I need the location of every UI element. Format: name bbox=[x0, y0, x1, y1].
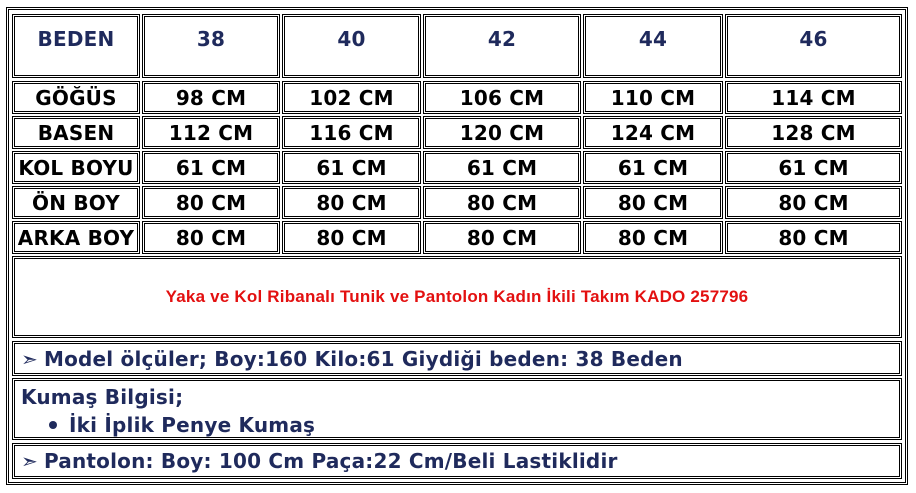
table-cell: 80 CM bbox=[423, 186, 581, 219]
fabric-info bbox=[12, 378, 902, 440]
product-title: Yaka ve Kol Ribanalı Tunik ve Pantolon Kadın İkili Takım KADO 257796 bbox=[12, 256, 902, 338]
table-cell: 80 CM bbox=[583, 186, 723, 219]
header-size-42: 42 bbox=[423, 14, 581, 78]
table-cell: 61 CM bbox=[142, 151, 280, 184]
header-size-44: 44 bbox=[583, 14, 723, 78]
table-cell: 61 CM bbox=[725, 151, 902, 184]
table-cell: 80 CM bbox=[423, 221, 581, 254]
table-cell: 114 CM bbox=[725, 81, 902, 114]
table-cell: 116 CM bbox=[282, 116, 421, 149]
row-label: KOL BOYU bbox=[12, 151, 140, 184]
fabric-item-text: İki İplik Penye Kumaş bbox=[69, 413, 316, 437]
header-size-46: 46 bbox=[725, 14, 902, 78]
bullet-dot-icon bbox=[49, 421, 57, 429]
table-cell: 61 CM bbox=[282, 151, 421, 184]
table-cell: 61 CM bbox=[583, 151, 723, 184]
table-cell: 98 CM bbox=[142, 81, 280, 114]
table-cell: 106 CM bbox=[423, 81, 581, 114]
table-cell: 80 CM bbox=[142, 221, 280, 254]
row-label: BASEN bbox=[12, 116, 140, 149]
fabric-heading: Kumaş Bilgisi; bbox=[21, 385, 184, 409]
table-cell: 80 CM bbox=[725, 221, 902, 254]
list-item bbox=[21, 411, 899, 439]
row-label: ARKA BOY bbox=[12, 221, 140, 254]
table-cell: 112 CM bbox=[142, 116, 280, 149]
table-cell: 80 CM bbox=[282, 186, 421, 219]
table-cell: 120 CM bbox=[423, 116, 581, 149]
row-label: GÖĞÜS bbox=[12, 81, 140, 114]
table-cell: 124 CM bbox=[583, 116, 723, 149]
row-label: ÖN BOY bbox=[12, 186, 140, 219]
table-cell: 80 CM bbox=[583, 221, 723, 254]
pants-info bbox=[12, 443, 902, 479]
header-size-38: 38 bbox=[142, 14, 280, 78]
table-cell: 80 CM bbox=[725, 186, 902, 219]
table-cell: 102 CM bbox=[282, 81, 421, 114]
table-cell: 110 CM bbox=[583, 81, 723, 114]
header-beden: BEDEN bbox=[12, 14, 140, 78]
arrow-bullet-icon: ➣ bbox=[21, 346, 38, 371]
header-size-40: 40 bbox=[282, 14, 421, 78]
model-info bbox=[12, 341, 902, 376]
table-cell: 80 CM bbox=[282, 221, 421, 254]
table-cell: 61 CM bbox=[423, 151, 581, 184]
model-info-text: Model ölçüler; Boy:160 Kilo:61 Giydiği beden: 38 Beden bbox=[43, 346, 683, 371]
table-cell: 128 CM bbox=[725, 116, 902, 149]
table-cell: 80 CM bbox=[142, 186, 280, 219]
pants-info-text: Pantolon: Boy: 100 Cm Paça:22 Cm/Beli Lastiklidir bbox=[43, 449, 618, 473]
arrow-bullet-icon: ➣ bbox=[21, 449, 38, 473]
